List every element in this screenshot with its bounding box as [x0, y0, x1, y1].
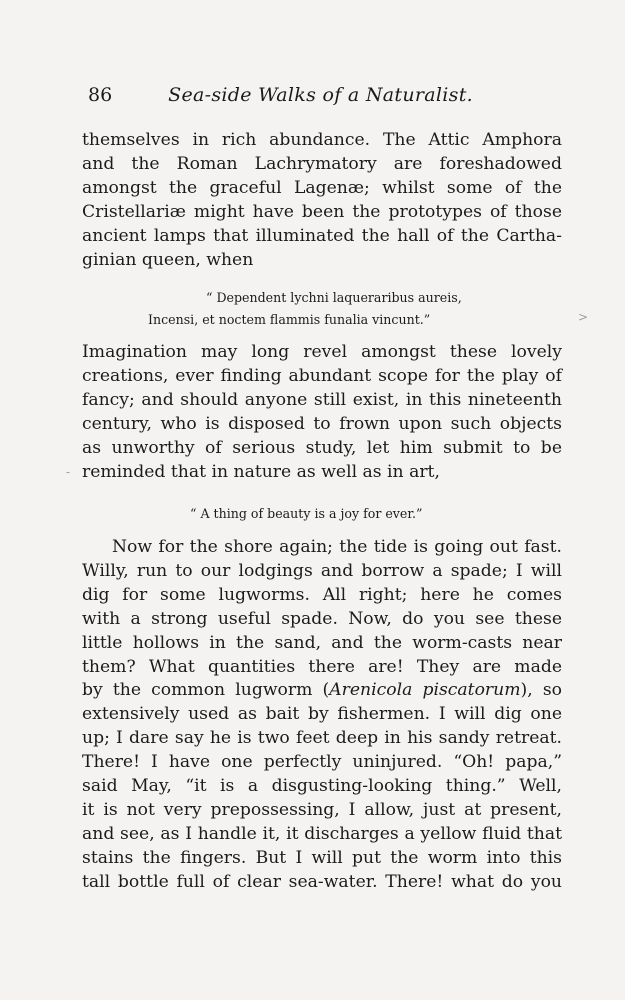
scientific-name: Arenicola piscatorum — [329, 680, 521, 701]
text-line: extensively used as bait by fishermen. I will dig one — [82, 704, 562, 725]
text-line: There! I have one perfectly uninjured. “Oh! papa,” — [82, 752, 562, 773]
text-line: and see, as I handle it, it discharges a yellow fluid that — [82, 823, 562, 844]
text-line: tall bottle full of clear sea-water. There! what do you — [82, 871, 562, 892]
text-segment: by the common lugworm ( — [82, 680, 330, 701]
text-line — [82, 679, 562, 703]
margin-mark: - — [66, 465, 71, 479]
text-line: amongst the graceful Lagenæ; whilst some of the — [82, 177, 562, 198]
text-line: little hollows in the sand, and the worm-casts near — [82, 632, 562, 653]
text-line: Imagination may long revel amongst these lovely — [82, 342, 562, 362]
text-line: fancy; and should anyone still exist, in this nineteenth — [82, 389, 562, 410]
text-line: up; I dare say he is two feet deep in his sandy retreat. — [82, 728, 562, 749]
text-line: century, who is disposed to frown upon such objects — [82, 413, 562, 434]
text-line: said May, “it is a disgusting-looking thing.” Well, — [82, 776, 562, 797]
text-line: creations, ever finding abundant scope for the play of — [82, 365, 562, 386]
text-line: themselves in rich abundance. The Attic Amphora — [82, 130, 562, 150]
text-line: and the Roman Lachrymatory are foreshadowed — [82, 153, 562, 174]
text-line: ancient lamps that illuminated the hall of the Cartha- — [82, 225, 562, 246]
page-number: 86 — [88, 84, 113, 106]
latin-quote-line-2: Incensi, et noctem flammis funalia vincunt.” — [148, 312, 431, 327]
text-line: Willy, run to our lodgings and borrow a spade; I will — [82, 560, 562, 581]
text-line: with a strong useful spade. Now, do you see these — [82, 608, 562, 629]
paragraph-3 — [82, 536, 562, 895]
text-line: Cristellariæ might have been the prototypes of those — [82, 201, 562, 222]
text-line: as unworthy of serious study, let him submit to be — [82, 437, 562, 458]
running-title: Sea-side Walks of a Naturalist. — [168, 84, 473, 106]
keats-quote: “ A thing of beauty is a joy for ever.” — [190, 506, 423, 521]
text-segment: ), so — [520, 680, 562, 701]
latin-quote-line-1: “ Dependent lychni laqueraribus aureis, — [206, 290, 462, 305]
text-line: Now for the shore again; the tide is going out fast. — [112, 537, 562, 557]
paragraph-2 — [82, 341, 562, 484]
text-line: them? What quantities there are! They are made — [82, 656, 562, 677]
paragraph-1 — [82, 129, 562, 272]
text-line: ginian queen, when — [82, 249, 254, 270]
margin-mark: > — [578, 310, 589, 324]
text-line: it is not very prepossessing, I allow, just at present, — [82, 799, 562, 820]
text-line: reminded that in nature as well as in art, — [82, 461, 440, 482]
text-line: dig for some lugworms. All right; here he comes — [82, 584, 562, 605]
page-header — [88, 80, 473, 110]
text-line: stains the fingers. But I will put the worm into this — [82, 847, 562, 868]
